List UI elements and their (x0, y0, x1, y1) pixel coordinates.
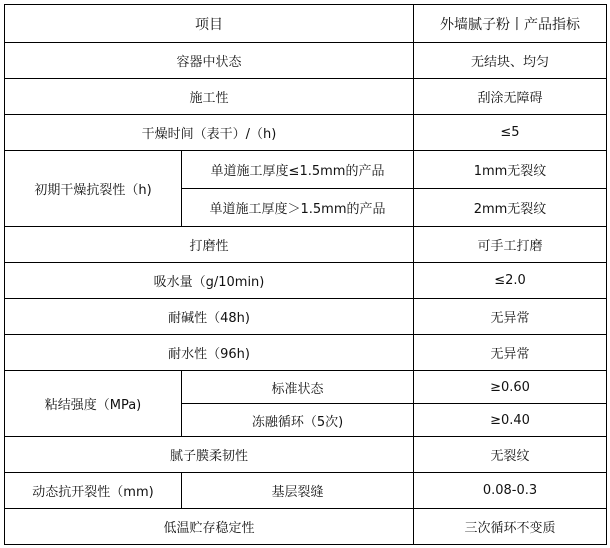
row-label: 干燥时间（表干）/（h) (5, 115, 414, 151)
row-label: 腻子膜柔韧性 (5, 437, 414, 473)
row-value: 无异常 (414, 299, 607, 335)
table-header-row (5, 5, 607, 43)
row-value: 可手工打磨 (414, 227, 607, 263)
row-sub-label: 单道施工厚度＞1.5mm的产品 (182, 189, 414, 227)
row-label: 耐水性（96h) (5, 335, 414, 371)
spec-table (4, 4, 607, 545)
row-label: 耐碱性（48h) (5, 299, 414, 335)
table-row (5, 473, 607, 509)
table-row (5, 509, 607, 545)
header-item: 项目 (5, 5, 414, 43)
row-label: 施工性 (5, 79, 414, 115)
row-value: ≤2.0 (414, 263, 607, 299)
row-label: 吸水量（g/10min) (5, 263, 414, 299)
row-value: ≥0.60 (414, 371, 607, 404)
table-row (5, 263, 607, 299)
table-row (5, 437, 607, 473)
row-group-label: 动态抗开裂性（mm) (5, 473, 182, 509)
table-row (5, 79, 607, 115)
table-row (5, 227, 607, 263)
table-row (5, 115, 607, 151)
row-value: 2mm无裂纹 (414, 189, 607, 227)
row-label: 打磨性 (5, 227, 414, 263)
row-sub-label: 基层裂缝 (182, 473, 414, 509)
row-group-label: 粘结强度（MPa) (5, 371, 182, 437)
row-value: 无异常 (414, 335, 607, 371)
row-label: 低温贮存稳定性 (5, 509, 414, 545)
table-row (5, 371, 607, 404)
row-value: ≤5 (414, 115, 607, 151)
row-value: 三次循环不变质 (414, 509, 607, 545)
row-label: 容器中状态 (5, 43, 414, 79)
row-value: 1mm无裂纹 (414, 151, 607, 189)
row-sub-label: 冻融循环（5次) (182, 404, 414, 437)
row-sub-label: 标准状态 (182, 371, 414, 404)
row-sub-label: 单道施工厚度≤1.5mm的产品 (182, 151, 414, 189)
row-value: 无裂纹 (414, 437, 607, 473)
row-value: 无结块、均匀 (414, 43, 607, 79)
header-spec: 外墙腻子粉丨产品指标 (414, 5, 607, 43)
row-value: 刮涂无障碍 (414, 79, 607, 115)
table-row (5, 43, 607, 79)
table-row (5, 335, 607, 371)
row-value: 0.08-0.3 (414, 473, 607, 509)
row-value: ≥0.40 (414, 404, 607, 437)
row-group-label: 初期干燥抗裂性（h) (5, 151, 182, 227)
table-row (5, 299, 607, 335)
table-row (5, 151, 607, 189)
